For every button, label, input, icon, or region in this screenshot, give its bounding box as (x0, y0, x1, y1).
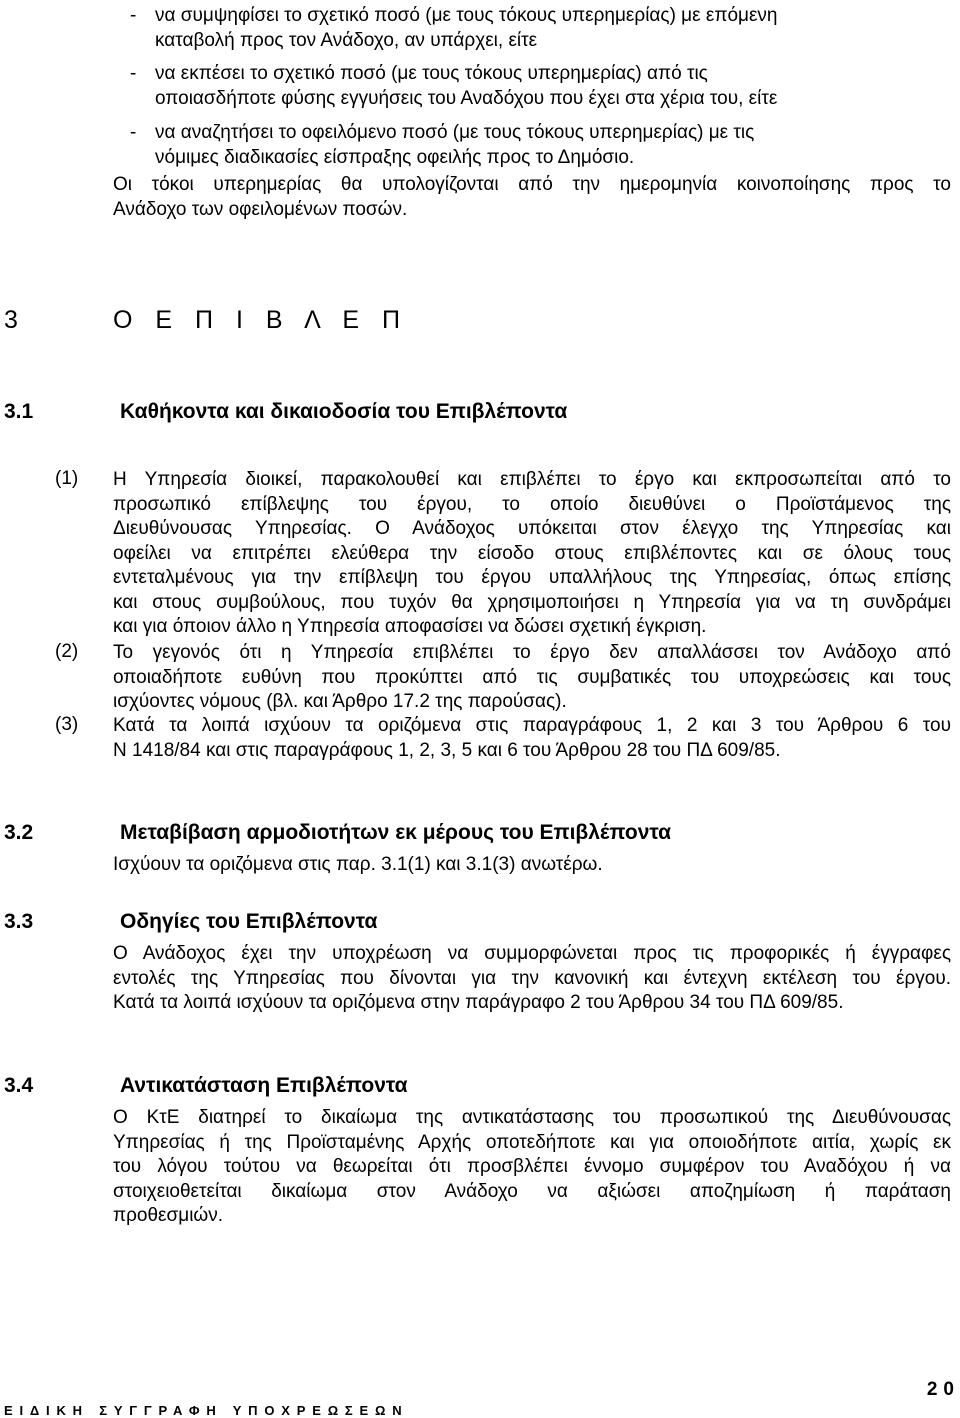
paragraph-line: Ο Ανάδοχος έχει την υποχρέωση να συμμορφώνεται προς τις προφορικές ή έγγραφες (113, 943, 951, 964)
bullet-dash: - (130, 63, 137, 84)
paragraph-line: εντεταλμένους για την επίβλεψη του έργου υπαλλήλους της Υπηρεσίας, όπως επίσης (113, 567, 951, 588)
paragraph-line: Διευθύνουσας Υπηρεσίας. Ο Ανάδοχος υπόκειται στον έλεγχο της Υπηρεσίας και (113, 518, 951, 539)
chapter-title: Ο Ε Π Ι Β Λ Ε Π (113, 306, 409, 334)
intro-closing-paragraph (113, 173, 951, 222)
section-3-3-body (113, 942, 951, 1016)
paragraph-line: και στους συμβούλους, που τυχόν θα χρησιμοποιήσει η Υπηρεσία για να τη συνδράμει (113, 591, 951, 613)
section-3-2-body (113, 853, 951, 878)
bullet-dash: - (130, 122, 137, 143)
paragraph-line: Υπηρεσίας ή της Προϊσταμένης Αρχής οποτεδήποτε και για οποιοδήποτε αιτία, χωρίς εκ (113, 1131, 951, 1153)
bullet-line: νόμιμες διαδικασίες είσπραξης οφειλής προς το Δημόσιο. (155, 146, 635, 168)
paragraph-line: ισχύοντες νόμους (βλ. και Άρθρο 17.2 της παρούσας). (113, 691, 567, 712)
paragraph-line: και για όποιον άλλο η Υπηρεσία αποφασίσει να δώσει σχετική έγκριση. (113, 616, 707, 637)
section-title: Μεταβίβαση αρμοδιοτήτων εκ μέρους του Επιβλέποντα (120, 821, 672, 844)
chapter-number: 3 (4, 306, 18, 334)
section-number: 3.1 (4, 400, 34, 423)
bullet-line: καταβολή προς τον Ανάδοχο, αν υπάρχει, είτε (155, 29, 538, 51)
paragraph-line: Κατά τα λοιπά ισχύουν τα οριζόμενα στην παράγραφο 2 του Άρθρου 34 του ΠΔ 609/85. (113, 992, 844, 1013)
intro-bullet-3 (130, 121, 926, 170)
section-title: Αντικατάσταση Επιβλέποντα (120, 1074, 408, 1097)
section-3-1-item-1 (113, 468, 951, 640)
paragraph-line: του λόγου τούτου να θεωρείται ότι προσβλέπει έννομο συμφέρον του Αναδόχου ή να (113, 1156, 951, 1177)
paragraph-line: Το γεγονός ότι η Υπηρεσία επιβλέπει το έργο δεν απαλλάσσει τον Ανάδοχο από (113, 642, 951, 663)
bullet-line: να συμψηφίσει το σχετικό ποσό (με τους τόκους υπερημερίας) με επόμενη (155, 5, 778, 26)
paragraph-line: Ισχύουν τα οριζόμενα στις παρ. 3.1(1) και 3.1(3) ανωτέρω. (113, 854, 603, 875)
section-number: 3.3 (4, 910, 34, 933)
paragraph-line: Ο ΚτΕ διατηρεί το δικαίωμα της αντικατάστασης του προσωπικού της Διευθύνουσας (113, 1107, 951, 1128)
section-3-1-item-2 (113, 641, 951, 715)
paragraph-line: Οι τόκοι υπερημερίας θα υπολογίζονται από την ημερομηνία κοινοποίησης προς το (113, 174, 951, 195)
paragraph-line: προθεσμιών. (113, 1205, 224, 1226)
paragraph-line: οποιαδήποτε ευθύνη που προκύπτει από τις συμβατικές του υποχρεώσεις και τους (113, 666, 951, 688)
paragraph-line: εντολές της Υπηρεσίας που δίνονται για την κανονική και έντεχνη εκτέλεση του έργου. (113, 967, 951, 989)
item-label: (1) (55, 468, 79, 489)
item-label: (3) (55, 714, 79, 735)
paragraph-line: οφείλει να επιτρέπει ελεύθερα την είσοδο στους επιβλέποντες και σε όλους τους (113, 542, 951, 564)
section-3-4-body (113, 1106, 951, 1229)
intro-bullet-1 (130, 4, 926, 53)
section-number: 3.4 (4, 1074, 34, 1097)
section-3-1-item-3 (113, 714, 951, 763)
paragraph-line: Ανάδοχο των οφειλομένων ποσών. (113, 198, 408, 220)
bullet-line: οποιασδήποτε φύσης εγγυήσεις του Αναδόχου που έχει στα χέρια του, είτε (155, 87, 778, 109)
section-title: Καθήκοντα και δικαιοδοσία του Επιβλέποντα (120, 400, 568, 423)
footer-document-title: ΕΙΔΙΚΗ ΣΥΓΓΡΑΦΗ ΥΠΟΧΡΕΩΣΕΩΝ (4, 1403, 409, 1418)
bullet-line: να αναζητήσει το οφειλόμενο ποσό (με τους τόκους υπερημερίας) με τις (155, 122, 755, 143)
paragraph-line: Η Υπηρεσία διοικεί, παρακολουθεί και επιβλέπει το έργο και εκπροσωπείται από το (113, 469, 951, 490)
section-title: Οδηγίες του Επιβλέποντα (120, 910, 378, 933)
paragraph-line: προσωπικό επίβλεψης του έργου, το οποίο διευθύνει ο Προϊστάμενος της (113, 493, 951, 515)
intro-bullet-2 (130, 62, 926, 111)
paragraph-line: Κατά τα λοιπά ισχύουν τα οριζόμενα στις παραγράφους 1, 2 και 3 του Άρθρου 6 του (113, 715, 951, 736)
item-label: (2) (55, 641, 79, 662)
paragraph-line: στοιχειοθετείται δικαίωμα στον Ανάδοχο να αξιώσει αποζημίωση ή παράταση (113, 1180, 951, 1202)
section-number: 3.2 (4, 821, 34, 844)
bullet-line: να εκπέσει το σχετικό ποσό (με τους τόκους υπερημερίας) από τις (155, 63, 708, 84)
page-number: 20 (926, 1379, 960, 1400)
bullet-dash: - (130, 5, 137, 26)
paragraph-line: Ν 1418/84 και στις παραγράφους 1, 2, 3, 5 και 6 του Άρθρου 28 του ΠΔ 609/85. (113, 739, 781, 761)
